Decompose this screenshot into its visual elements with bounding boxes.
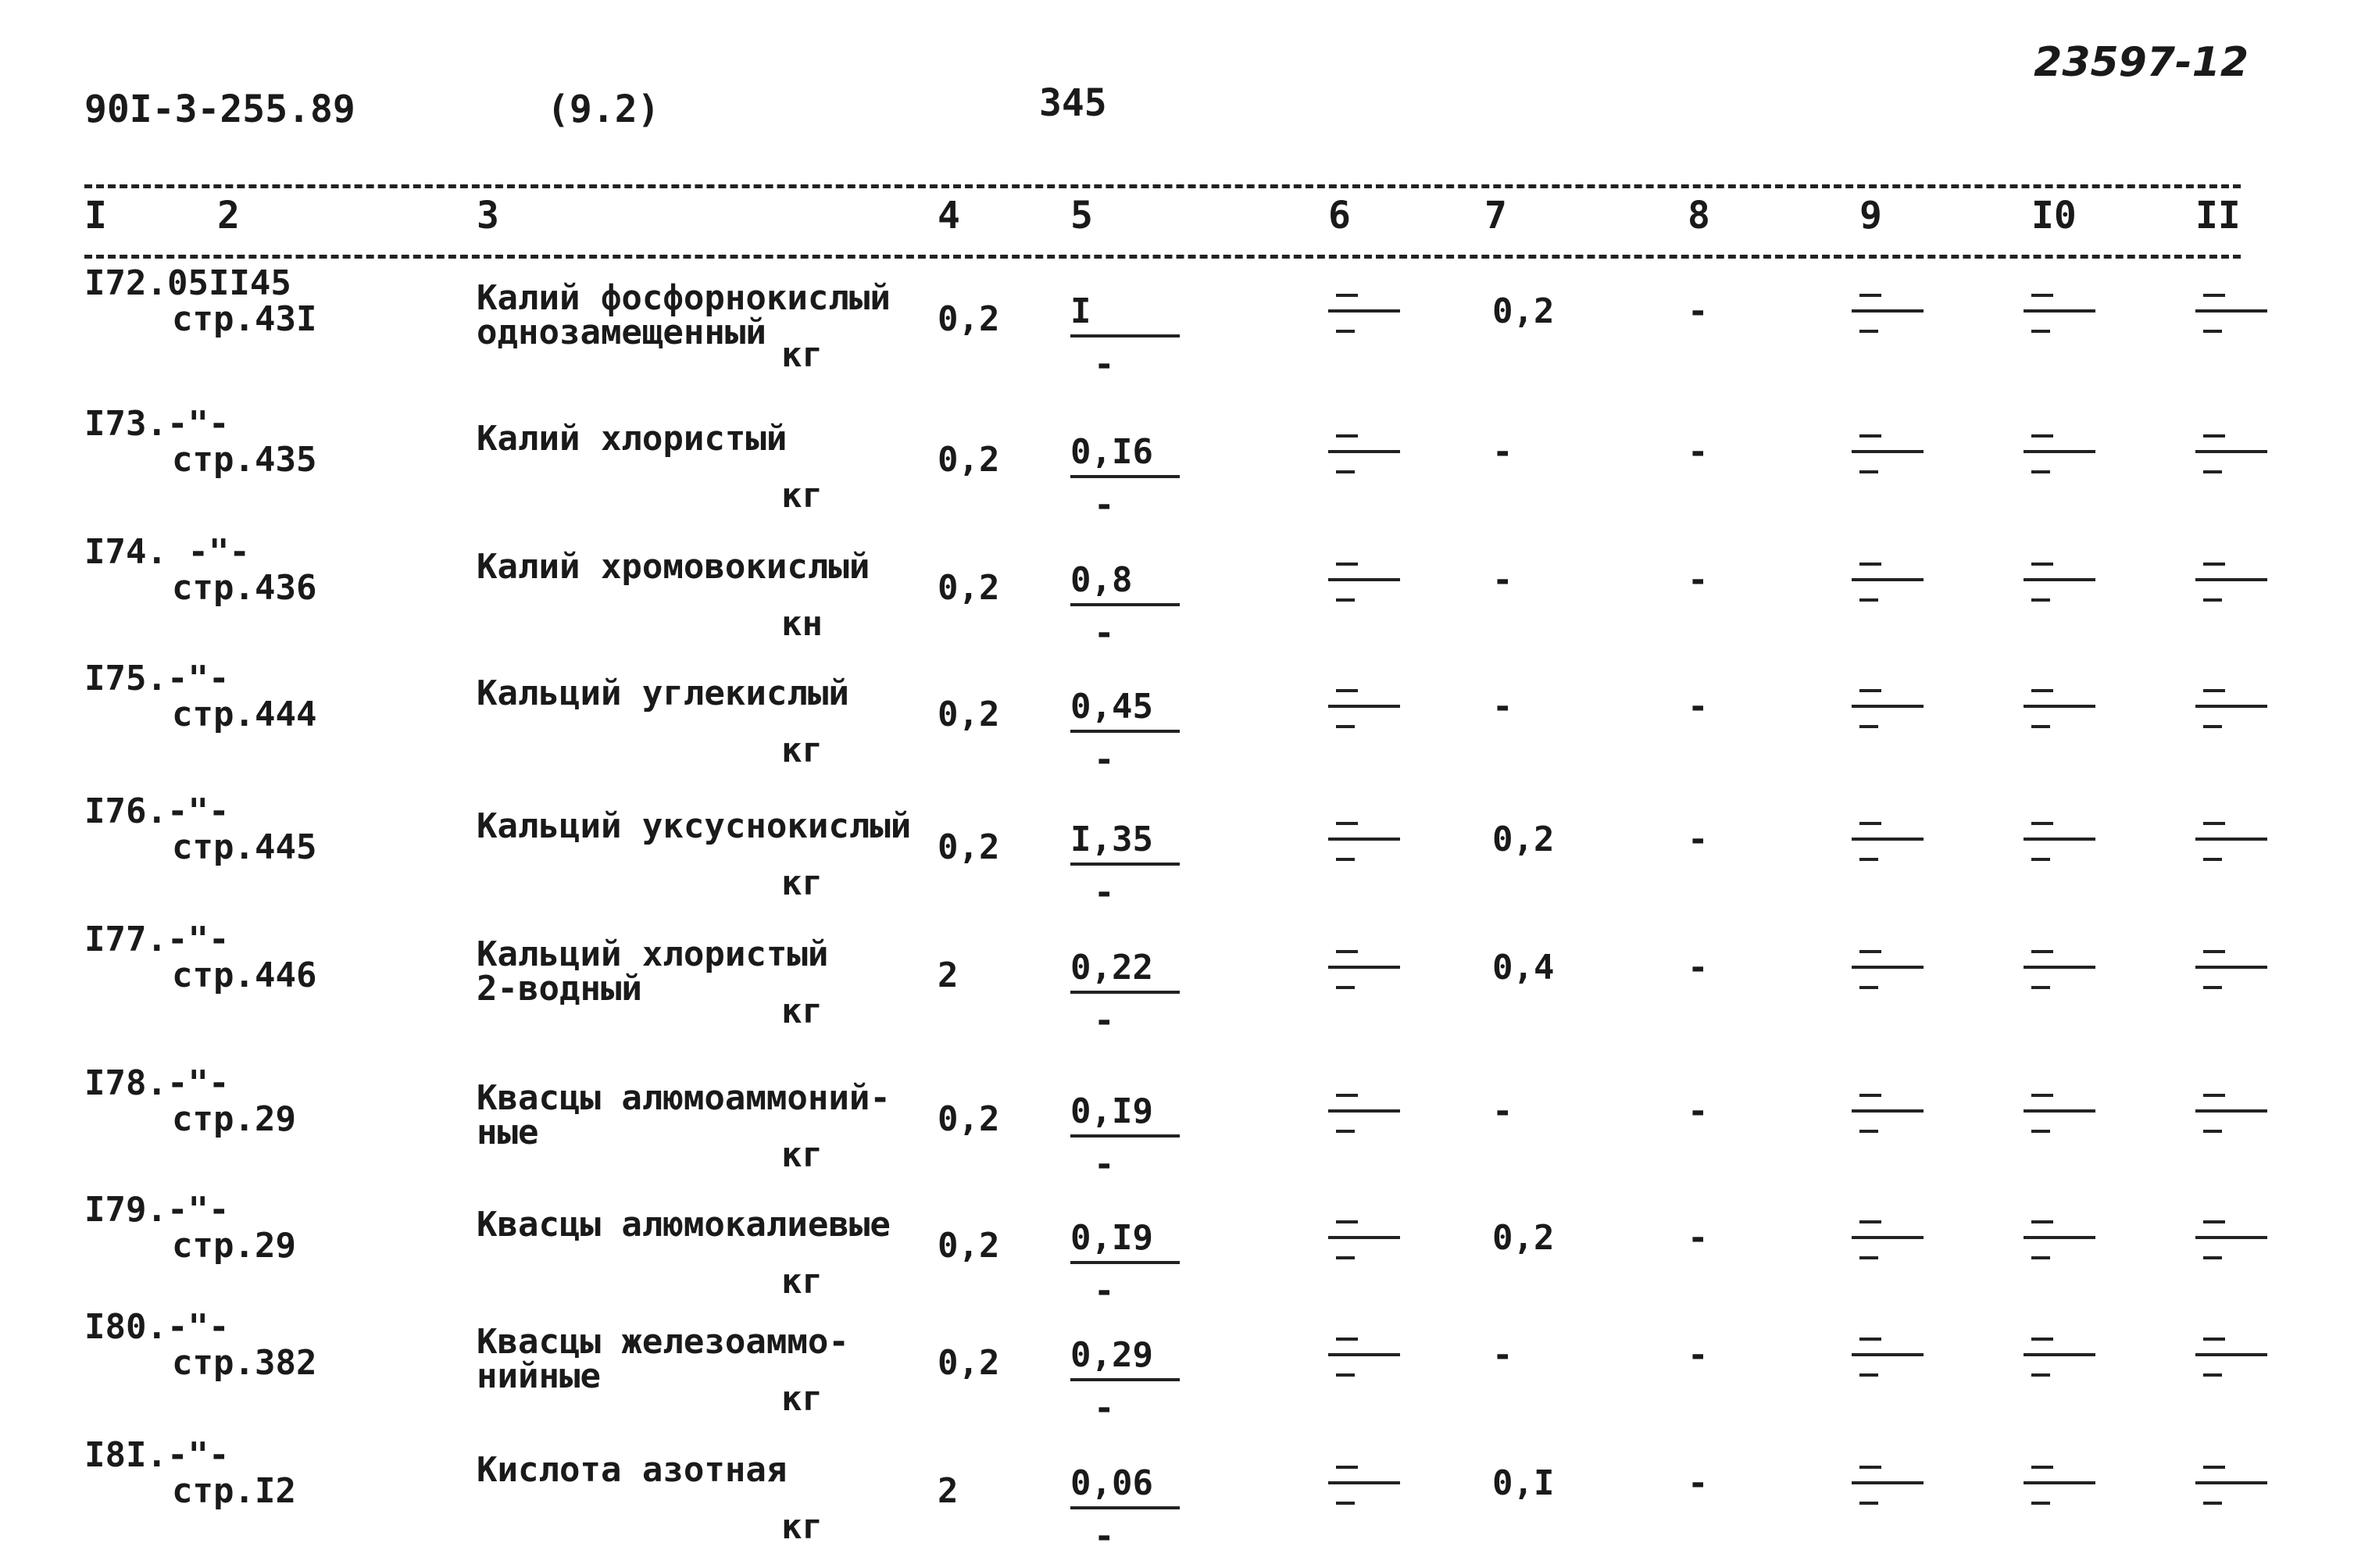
empty-fraction-mark [2195,778,2267,841]
empty-fraction-mark [2024,1177,2095,1239]
material-name [477,1450,788,1490]
unit: кг [781,1507,823,1547]
empty-fraction-mark [2024,645,2095,708]
empty-fraction-mark [1328,1422,1400,1484]
table-row [0,1192,2354,1317]
col5-value: 0,06 [1070,1463,1153,1503]
col7-value: - [1492,560,1513,600]
col7-value: - [1492,687,1513,727]
col7-value: - [1492,432,1513,472]
empty-fraction-mark [2024,391,2095,453]
col5-value: 0,I9 [1070,1218,1153,1258]
empty-fraction-mark [2195,519,2267,581]
col5-value: 0,I9 [1070,1091,1153,1131]
column-header: 2 [217,194,240,238]
col7-value: 0,4 [1492,948,1555,988]
col5-value: 0,29 [1070,1335,1153,1375]
col5-underline [1070,1261,1180,1264]
material-name-line1: Калий фосфорнокислый [477,278,891,318]
material-name [477,673,849,713]
item-number: I77.-"- [84,920,230,959]
col5-underline [1070,1506,1180,1509]
col5-lower-value: - [1094,485,1115,525]
col7-value: - [1492,1335,1513,1375]
column-header: I0 [2031,194,2077,238]
empty-fraction-mark [1328,1050,1400,1113]
unit: кг [781,730,823,770]
empty-fraction-mark [2024,778,2095,841]
col5-lower-value: - [1094,345,1115,384]
column-header: 3 [477,194,499,238]
page-reference: стр.435 [172,440,317,480]
col5-lower-value: - [1094,1516,1115,1556]
col4-value: 0,2 [938,827,1000,867]
material-name [477,1205,891,1245]
col5-lower-value: - [1094,1145,1115,1184]
col8-value: - [1688,432,1709,472]
material-name-line1: Калий хромовокислый [477,547,870,587]
empty-fraction-mark [2195,1050,2267,1113]
empty-fraction-mark [1328,1177,1400,1239]
material-name-line1: Квасцы алюмокалиевые [477,1205,891,1245]
empty-fraction-mark [1852,645,1924,708]
material-name-line1: Кальций хлористый [477,934,829,974]
item-number: I8I.-"- [84,1435,230,1475]
col5-underline [1070,475,1180,478]
material-name [477,1078,891,1152]
empty-fraction-mark [2195,1422,2267,1484]
item-number: I78.-"- [84,1063,230,1103]
col4-value: 0,2 [938,440,1000,480]
col4-value: 0,2 [938,1099,1000,1139]
empty-fraction-mark [1852,906,1924,969]
col5-lower-value: - [1094,1271,1115,1311]
material-name-line2: нийные [477,1356,601,1396]
material-name-line2: 2-водный [477,969,642,1009]
col5-value: I [1070,291,1091,331]
col8-value: - [1688,820,1709,859]
page-reference: стр.446 [172,955,317,995]
header-rule-top [84,184,2241,188]
col8-value: - [1688,1463,1709,1503]
item-number: I79.-"- [84,1190,230,1230]
table-row [0,1435,2354,1563]
section-number: (9.2) [547,88,660,131]
unit: кг [781,1262,823,1302]
empty-fraction-mark [1852,1422,1924,1484]
col5-underline [1070,730,1180,733]
page-reference: стр.29 [172,1226,296,1266]
col5-underline [1070,1134,1180,1138]
unit: кг [781,476,823,516]
page-reference: стр.436 [172,568,317,608]
page-reference: стр.382 [172,1343,317,1383]
col5-lower-value: - [1094,1388,1115,1428]
unit: кг [781,863,823,903]
col5-underline [1070,334,1180,338]
col5-value: 0,8 [1070,560,1133,600]
item-number: I80.-"- [84,1307,230,1347]
column-header: 5 [1070,194,1093,238]
unit: кг [781,1135,823,1175]
col7-value: - [1492,1091,1513,1131]
material-name [477,278,891,352]
empty-fraction-mark [1328,778,1400,841]
unit: кг [781,991,823,1031]
empty-fraction-mark [1852,778,1924,841]
col5-lower-value: - [1094,740,1115,780]
table-row [0,661,2354,786]
empty-fraction-mark [1852,1050,1924,1113]
empty-fraction-mark [1852,519,1924,581]
col5-underline [1070,863,1180,866]
table-row [0,1309,2354,1434]
col8-value: - [1688,560,1709,600]
document-number: 90I-3-255.89 [84,88,355,131]
empty-fraction-mark [2195,645,2267,708]
table-row [0,534,2354,659]
material-name-line1: Кислота азотная [477,1450,788,1490]
empty-fraction-mark [2024,1050,2095,1113]
col5-value: I,35 [1070,820,1153,859]
column-header: 9 [1859,194,1882,238]
page-reference: стр.444 [172,695,317,734]
item-number: I76.-"- [84,791,230,831]
empty-fraction-mark [2195,906,2267,969]
col4-value: 0,2 [938,1226,1000,1266]
unit: кн [781,604,823,644]
col5-underline [1070,991,1180,994]
col4-value: 0,2 [938,568,1000,608]
col7-value: 0,2 [1492,820,1555,859]
material-name [477,547,870,587]
table-row [0,1063,2354,1191]
col4-value: 2 [938,955,959,995]
page-number: 345 [1039,81,1107,125]
col5-lower-value: - [1094,613,1115,653]
empty-fraction-mark [1328,519,1400,581]
col8-value: - [1688,948,1709,988]
column-header: 4 [938,194,960,238]
material-name-line1: Квасцы алюмоаммоний- [477,1078,891,1118]
material-name-line2: однозамещенный [477,313,766,352]
col4-value: 0,2 [938,1343,1000,1383]
col5-lower-value: - [1094,873,1115,913]
empty-fraction-mark [2024,519,2095,581]
column-header: II [2195,194,2241,238]
material-name-line2: ные [477,1113,539,1152]
column-header: 8 [1688,194,1710,238]
col4-value: 2 [938,1471,959,1511]
material-name-line1: Калий хлористый [477,419,788,459]
empty-fraction-mark [2024,1422,2095,1484]
col8-value: - [1688,291,1709,331]
unit: кг [781,335,823,375]
unit: кг [781,1379,823,1419]
empty-fraction-mark [1852,1294,1924,1356]
col5-lower-value: - [1094,1001,1115,1041]
col8-value: - [1688,1335,1709,1375]
item-number: I75.-"- [84,659,230,698]
col8-value: - [1688,1091,1709,1131]
col5-value: 0,I6 [1070,432,1153,472]
empty-fraction-mark [1328,906,1400,969]
col5-value: 0,45 [1070,687,1153,727]
empty-fraction-mark [2024,906,2095,969]
item-number: I73.-"- [84,404,230,444]
col4-value: 0,2 [938,299,1000,339]
table-row [0,406,2354,531]
handwritten-stamp: 23597-12 [2034,39,2249,86]
col7-value: 0,2 [1492,291,1555,331]
col5-value: 0,22 [1070,948,1153,988]
empty-fraction-mark [2195,1294,2267,1356]
item-number: I74. -"- [84,532,250,572]
col7-value: 0,I [1492,1463,1555,1503]
material-name [477,419,788,459]
column-header: I [84,194,107,238]
empty-fraction-mark [2024,1294,2095,1356]
item-number: I72.05II45 [84,263,291,303]
empty-fraction-mark [1852,391,1924,453]
material-name-line1: Кальций углекислый [477,673,849,713]
empty-fraction-mark [1328,1294,1400,1356]
col8-value: - [1688,687,1709,727]
material-name [477,806,912,846]
empty-fraction-mark [1852,1177,1924,1239]
page-reference: стр.I2 [172,1471,296,1511]
page-reference: стр.43I [172,299,317,339]
col7-value: 0,2 [1492,1218,1555,1258]
col8-value: - [1688,1218,1709,1258]
empty-fraction-mark [2195,1177,2267,1239]
page-reference: стр.29 [172,1099,296,1139]
empty-fraction-mark [2195,250,2267,313]
table-row [0,922,2354,1047]
material-name-line1: Квасцы железоаммо- [477,1322,849,1362]
material-name [477,934,829,1009]
material-name-line1: Кальций уксуснокислый [477,806,912,846]
empty-fraction-mark [1328,391,1400,453]
empty-fraction-mark [1852,250,1924,313]
empty-fraction-mark [2195,391,2267,453]
col5-underline [1070,1378,1180,1381]
page-reference: стр.445 [172,827,317,867]
table-row [0,263,2354,391]
empty-fraction-mark [1328,645,1400,708]
empty-fraction-mark [2024,250,2095,313]
column-header: 6 [1328,194,1351,238]
empty-fraction-mark [1328,250,1400,313]
column-header: 7 [1484,194,1507,238]
col5-underline [1070,603,1180,606]
col4-value: 0,2 [938,695,1000,734]
table-row [0,791,2354,919]
